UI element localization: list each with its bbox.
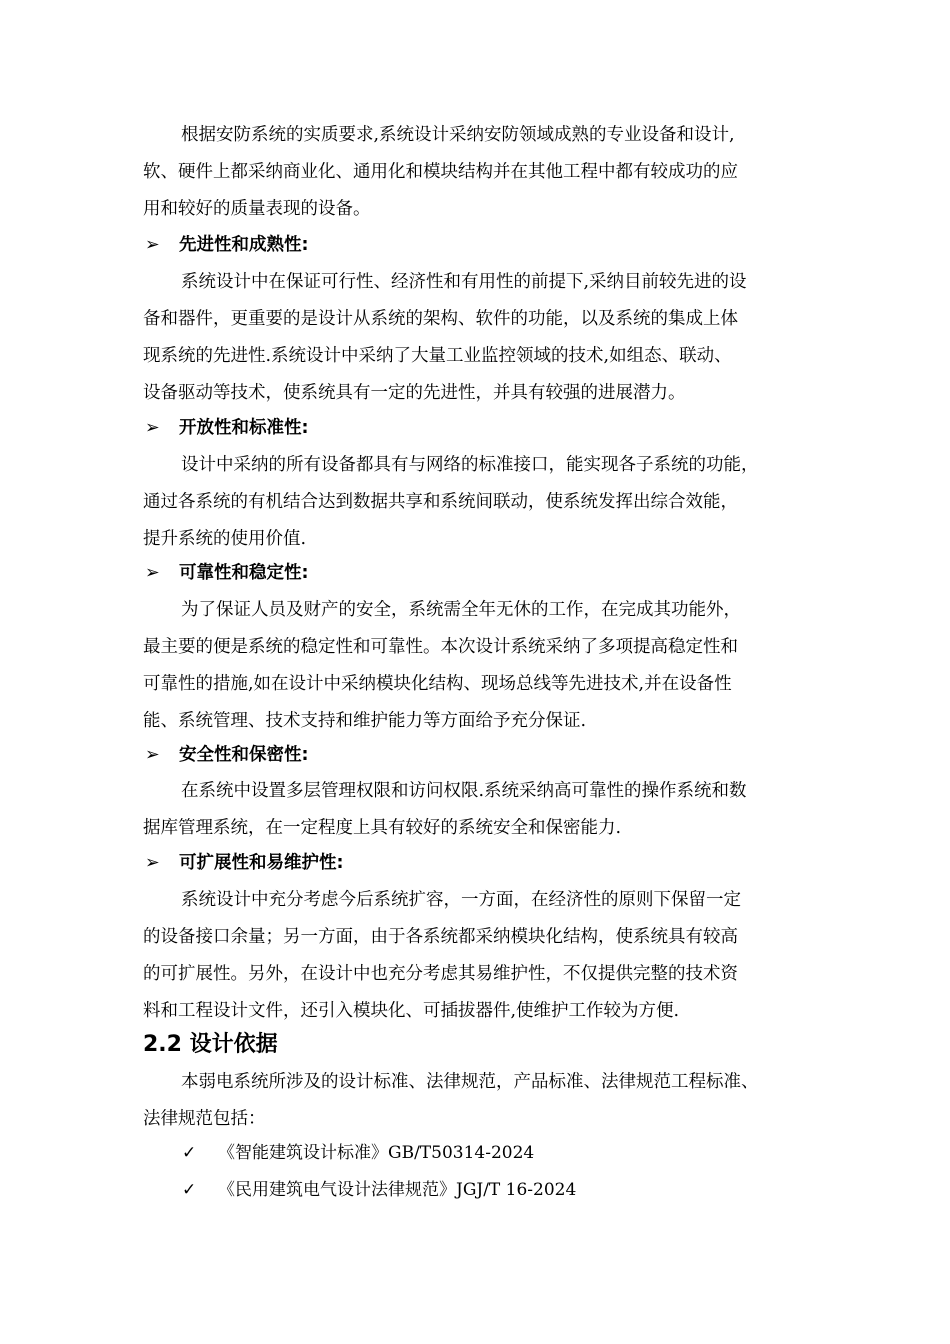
paragraph-line: 的设备接口余量；另一方面，由于各系统都采纳模块化结构，使系统具有较高 xyxy=(143,927,738,947)
section-paragraph-openness xyxy=(143,447,823,558)
section-paragraph-security xyxy=(143,773,823,847)
paragraph-line: 现系统的先进性.系统设计中采纳了大量工业监控领域的技术,如组态、联动、 xyxy=(143,346,732,366)
paragraph-line: 据库管理系统，在一定程度上具有较好的系统安全和保密能力. xyxy=(143,818,622,838)
section-paragraph-advanced xyxy=(143,264,823,412)
standard-list-item-text: 《智能建筑设计标准》GB/T50314-2024 xyxy=(218,1143,535,1163)
paragraph-line: 的可扩展性。另外，在设计中也充分考虑其易维护性，不仅提供完整的技术资 xyxy=(143,964,738,984)
standard-list-item xyxy=(182,1135,534,1172)
paragraph-line: 设计中采纳的所有设备都具有与网络的标准接口，能实现各子系统的功能， xyxy=(181,455,759,475)
intro-paragraph xyxy=(143,117,823,228)
paragraph-line: 系统设计中在保证可行性、经济性和有用性的前提下,采纳目前较先进的设 xyxy=(181,272,747,292)
section-paragraph-reliability xyxy=(143,592,823,740)
paragraph-line: 在系统中设置多层管理权限和访问权限.系统采纳高可靠性的操作系统和数 xyxy=(181,781,747,801)
section-heading-text: 可靠性和稳定性: xyxy=(179,563,309,583)
paragraph-line: 能、系统管理、技术支持和维护能力等方面给予充分保证. xyxy=(143,711,587,731)
paragraph-line: 最主要的便是系统的稳定性和可靠性。本次设计系统采纳了多项提高稳定性和 xyxy=(143,637,738,657)
arrow-bullet-icon: ➢ xyxy=(145,745,160,765)
paragraph-line: 法律规范包括： xyxy=(143,1109,266,1129)
checkmark-icon: ✓ xyxy=(182,1180,197,1200)
arrow-bullet-icon: ➢ xyxy=(145,235,160,255)
arrow-bullet-icon: ➢ xyxy=(145,563,160,583)
section-heading-openness xyxy=(145,410,309,447)
paragraph-line: 料和工程设计文件，还引入模块化、可插拔器件,使维护工作较为方便. xyxy=(143,1001,680,1021)
paragraph-line: 可靠性的措施,如在设计中采纳模块化结构、现场总线等先进技术,并在设备性 xyxy=(143,674,732,694)
checkmark-icon: ✓ xyxy=(182,1143,197,1163)
paragraph-line: 设备驱动等技术，使系统具有一定的先进性，并具有较强的进展潜力。 xyxy=(143,383,686,403)
section-22-paragraph xyxy=(143,1064,823,1138)
standard-list-item xyxy=(182,1172,576,1209)
paragraph-line: 本弱电系统所涉及的设计标准、法律规范，产品标准、法律规范工程标准、 xyxy=(181,1072,759,1092)
section-heading-text: 安全性和保密性: xyxy=(179,745,309,765)
paragraph-line: 软、硬件上都采纳商业化、通用化和模块结构并在其他工程中都有较成功的应 xyxy=(143,162,738,182)
section-paragraph-scalability xyxy=(143,882,823,1030)
paragraph-line: 根据安防系统的实质要求,系统设计采纳安防领域成熟的专业设备和设计, xyxy=(181,125,735,145)
paragraph-line: 通过各系统的有机结合达到数据共享和系统间联动，使系统发挥出综合效能， xyxy=(143,492,738,512)
paragraph-line: 系统设计中充分考虑今后系统扩容，一方面，在经济性的原则下保留一定 xyxy=(181,890,741,910)
section-heading-security xyxy=(145,737,309,774)
standard-list-item-text: 《民用建筑电气设计法律规范》JGJ/T 16-2024 xyxy=(218,1180,577,1200)
section-heading-reliability xyxy=(145,555,309,592)
section-heading-scalability xyxy=(145,845,344,882)
paragraph-line: 用和较好的质量表现的设备。 xyxy=(143,199,371,219)
arrow-bullet-icon: ➢ xyxy=(145,853,160,873)
paragraph-line: 备和器件，更重要的是设计从系统的架构、软件的功能，以及系统的集成上体 xyxy=(143,309,738,329)
section-heading-text: 先进性和成熟性: xyxy=(179,235,309,255)
paragraph-line: 提升系统的使用价值. xyxy=(143,529,307,549)
section-heading-text: 可扩展性和易维护性: xyxy=(179,853,344,873)
arrow-bullet-icon: ➢ xyxy=(145,418,160,438)
section-heading-text: 开放性和标准性: xyxy=(179,418,309,438)
section-title-2-2: 2.2 设计依据 xyxy=(143,1032,278,1057)
section-heading-advanced xyxy=(145,227,309,264)
paragraph-line: 为了保证人员及财产的安全，系统需全年无休的工作，在完成其功能外， xyxy=(181,600,741,620)
